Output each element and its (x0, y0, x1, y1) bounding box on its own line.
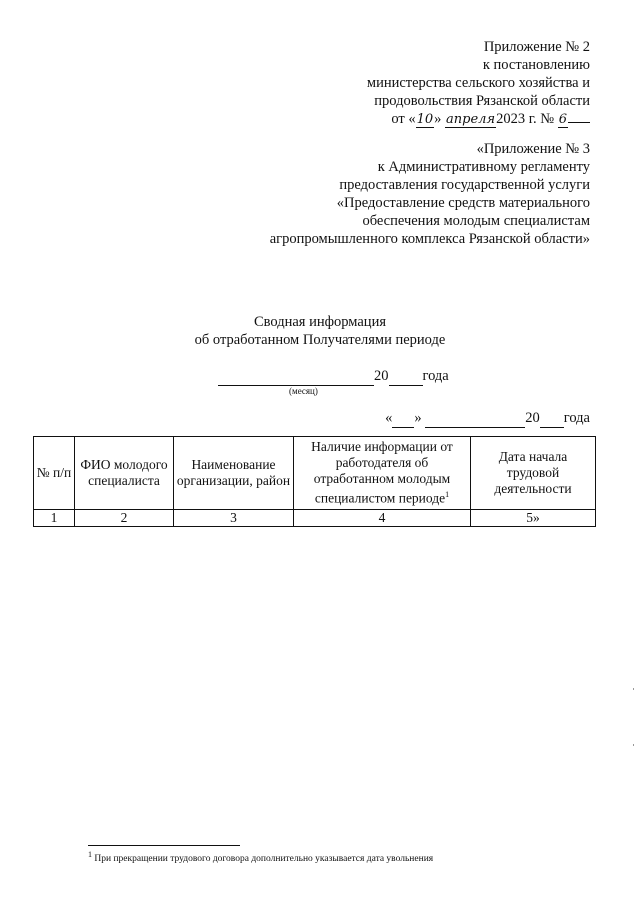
table-cell: 3 (174, 509, 294, 526)
summary-table (33, 436, 596, 527)
header-employer-info: Наличие информации от работодателя об отработанном молодым специалистом периоде$^1$ (294, 437, 471, 510)
appendix-2-line: министерства сельского хозяйства и (366, 75, 590, 91)
year-blank (389, 368, 423, 386)
appendix-2-title: Приложение № 2 (483, 39, 590, 55)
appendix-3-header (270, 140, 590, 248)
table-header-row (34, 437, 596, 510)
header-organization: Наименование организации, район (174, 437, 294, 510)
header-fio: ФИО молодого специалиста (75, 437, 174, 510)
handwritten-number: 6 (558, 112, 567, 127)
report-date-field: « » 20 года (385, 410, 590, 426)
table-cell: 5» (471, 509, 596, 526)
appendix-3-line: обеспечения молодым специалистам (362, 213, 590, 229)
appendix-3-title: «Приложение № 3 (476, 141, 590, 157)
scan-mark (633, 688, 634, 690)
footnote: $^1$ При прекращении трудового договора дополнительно указывается дата увольнения (88, 850, 434, 865)
handwritten-day: 10 (416, 112, 434, 127)
month-caption: (месяц) (289, 386, 318, 396)
document-title-line: об отработанном Получателями периоде (194, 332, 446, 348)
appendix-3-line: к Административному регламенту (377, 159, 590, 175)
appendix-2-line: продовольствия Рязанской области (374, 93, 590, 109)
footnote-ref: 1 (445, 490, 450, 499)
period-field: 20 года (218, 368, 449, 386)
footnote-divider (88, 845, 240, 846)
document-title (0, 313, 640, 349)
scan-mark (633, 744, 634, 746)
appendix-3-line: агропромышленного комплекса Рязанской области» (269, 231, 590, 247)
appendix-3-line: предоставления государственной услуги (339, 177, 590, 193)
month-blank (425, 410, 525, 428)
table-cell: 4 (294, 509, 471, 526)
appendix-2-header (367, 38, 590, 129)
year-blank (540, 410, 564, 428)
document-title-line: Сводная информация (253, 314, 386, 330)
header-number: № п/п (34, 437, 75, 510)
appendix-2-date-line: от «10» апреля2023 г. № 6 (367, 110, 590, 129)
handwritten-month: апреля (446, 112, 496, 127)
month-blank (218, 368, 374, 386)
header-start-date: Дата начала трудовой деятельности (471, 437, 596, 510)
day-blank (392, 410, 414, 428)
number-underline (568, 122, 590, 123)
table-row (34, 509, 596, 526)
table-cell: 1 (34, 509, 75, 526)
appendix-2-line: к постановлению (482, 57, 590, 73)
table-cell: 2 (75, 509, 174, 526)
appendix-3-line: «Предоставление средств материального (336, 195, 590, 211)
